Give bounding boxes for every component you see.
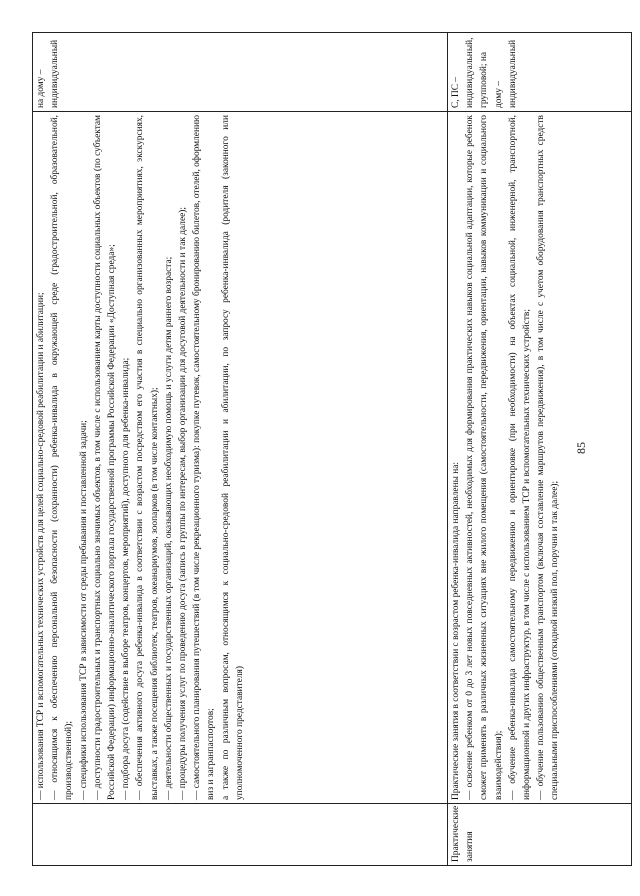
activity-label-cell bbox=[33, 804, 448, 866]
description-line: а также по различным вопросам, относящимся к социально-средовой реабилитации и абилитации, по запросу ребенка-инвалида (родителя (законного или уполномоченного представителя) bbox=[220, 115, 245, 800]
description-cell bbox=[33, 112, 448, 804]
table-row bbox=[33, 33, 448, 866]
description-line: — подбора досуга (содействие в выборе театров, концертов, мероприятий), доступного для ребенка-инвалида; bbox=[121, 357, 132, 800]
description-line: — деятельности общественных и государственных организаций, оказывающих необходимую помощь и услуги детям раннего возраста; bbox=[163, 256, 174, 800]
description-line: — использования ТСР и вспомогательных технических устройств для целей социально-средовой реабилитации и абилитации; bbox=[36, 292, 46, 800]
description-line: — процедуры получения услуг по проведению досуга (запись в группы по интересам, выбор организации для досуговой деятельности и так далее); bbox=[178, 206, 189, 800]
activity-label-cell: Практические занятия bbox=[448, 804, 632, 866]
format-cell: на дому – индивидуальный bbox=[33, 33, 448, 112]
description-line: — доступности градостроительных и транспортных социально значимых объектов, в том числе с использованием карты доступности социальных объектов (по субъектам Российской Федерации) информационно-аналитического портала государственной программы Российской Федерации «Доступная среда»; bbox=[92, 115, 118, 800]
description-line: Практические занятия в соответствии с возрастом ребенка-инвалида направлены на: bbox=[451, 461, 461, 800]
format-cell: С, ПС – индивидуальный, групповой; на дому – индивидуальный bbox=[448, 33, 632, 112]
table-row bbox=[448, 33, 632, 866]
rehabilitation-table bbox=[32, 32, 632, 866]
description-line: — специфики использования ТСР в зависимости от среды пребывания и поставленной задачи; bbox=[78, 420, 89, 800]
description-line: — обучение пользованию общественным транспортом (включая составление маршрутов передвижения), в том числе с учетом оборудования транспортных средств специальными приспособлениями (откидной низкий пол, поручни и так далее); bbox=[536, 115, 561, 800]
page-number: 85 bbox=[574, 442, 588, 454]
description-line: — самостоятельного планирования путешествий (в том числе рекреационного туризма): покупке путевок, самостоятельному бронированию билетов, отелей, оформлению виз и загранпаспортов; bbox=[192, 115, 217, 800]
description-line: — относящимся к обеспечению персональной безопасности (сохранности) ребенка-инвалида в окружающей среде (градостроительной, образовательной, производственной); bbox=[50, 115, 75, 800]
description-line: — обеспечения активного досуга ребенка-инвалида в соответствии с возрастом посредством его участия в специально организованных мероприятиях, экскурсиях, выставках, а также посещения библиотек, театров, океанариумов, зоопарков (в том числе контактных); bbox=[135, 115, 160, 800]
description-line: — освоение ребенком от 0 до 3 лет новых повседневных активностей, необходимых для формирования практических навыков социальной адаптации, которые ребенок сможет применять в различных жизненных ситуациях вне жилого помещения (самостоятельности, передвижения, ориентации, навыков коммуникации и социального взаимодействия); bbox=[465, 115, 504, 800]
description-cell bbox=[448, 112, 632, 804]
description-line: — обучение ребенка-инвалида самостоятельному передвижению и ориентировке (при необходимости) на объектах социальной, инженерной, транспортной, информационной и других инфраструктур, в том числе с использованием ТСР и вспомогательных технических устройств; bbox=[507, 115, 533, 800]
